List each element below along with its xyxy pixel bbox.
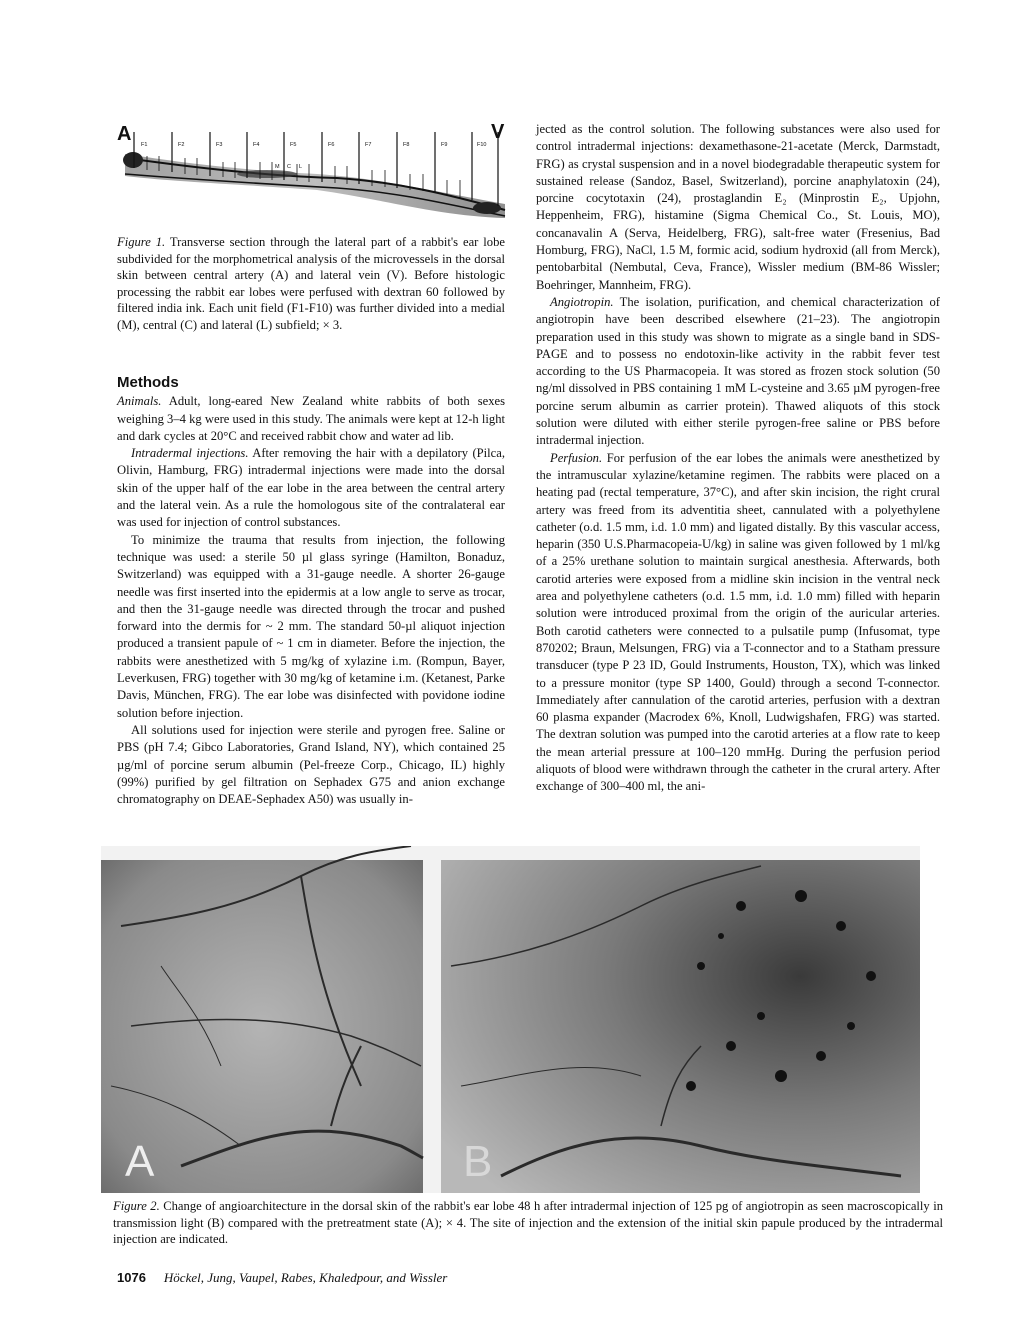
field-label: F5 [290, 142, 297, 148]
figure-2-label: Figure 2. [113, 1199, 160, 1213]
figure1-label-v: V [491, 121, 505, 143]
paragraph-text: For perfusion of the ear lobes the animals were anesthetized by the intramuscular xylazine/ketamine regimen. The rabbits were placed on a heating pad (rectal temperature, 37°C), and after skin incision, the right crural artery was freed from its adventitia sheet, cannulated with a polyethylene catheter (o.d. 1.5 mm, i.d. 1.0 mm) and ligated distally. By this vascular access, heparin (350 U.S.Pharmacopeia-U/kg) in saline was given followed by 1 ml/kg of a 25% urethane solution to maintain surgical anesthesia. Afterwards, both carotid arteries were exposed from a midline skin incision in the ventral neck area and polyethylene catheters (o.d. 1.5 mm, i.d. 1.0 mm) filled with heparin solution were introduced proximal from the origin of the auricular arteries. Both carotid catheters were connected to a pulsatile pump (Infusomat, type 870202; Braun, Melsungen, FRG) via a T-connector and to a Statham pressure transducer (type P 23 ID, Gould Instruments, Houston, TX), which was linked to a pressure monitor (type SP 1400, Gould) through a second T-connector. Immediately after cannulation of the carotid arteries, perfusion with a dextran 60 plasma expander (Macrodex 6%, Knoll, Ludwigshafen, FRG) was started. The dextran solution was pumped into the carotid arteries at a flow rate to keep the mean arterial pressure at 100–120 mmHg. During the perfusion period aliquots of blood were withdrawn through the catheter in the crural artery. After exchange of 300–400 ml, the ani- [536, 450, 940, 794]
left-column [117, 374, 505, 808]
figure-2-panels [101, 846, 920, 1193]
paragraph-intradermal [117, 445, 505, 531]
field-label: F1 [141, 142, 148, 148]
ear-section-diagram [117, 118, 509, 228]
page-footer [117, 1270, 447, 1286]
right-column [536, 121, 940, 796]
field-label: F9 [441, 142, 448, 148]
field-label: F2 [178, 142, 185, 148]
page-number: 1076 [117, 1270, 146, 1285]
figure-1-label: Figure 1. [117, 235, 166, 249]
paragraph-text: After removing the hair with a depilatory (Pilca, Olivin, Hamburg, FRG) intradermal injections were made into the dorsal skin of the upper half of the ear lobe in the area between the central artery and the lateral vein. As a rule the homologous site of the contralateral ear was used for injection of control substances. [117, 446, 505, 530]
paragraph-solutions: All solutions used for injection were sterile and pyrogen free. Saline or PBS (pH 7.4; Gibco Laboratories, Grand Island, NY), which contained 25 µg/ml of porcine serum albumin (Pel-freeze Corp., Chicago, IL) highly (99%) purified by gel filtration on Sephadex G75 and anion exchange chromatography on DEAE-Sephadex A50) was usually in- [117, 722, 505, 807]
field-label: F6 [328, 142, 335, 148]
paragraph-text: The isolation, purification, and chemical characterization of angiotropin have been described elsewhere (21–23). The angiotropin preparation used in this study was shown to migrate as a single band in SDS-PAGE and to possess no endotoxin-like activity in the rabbit fever test according to the US Pharmacopeia. It was stored as frozen stock solution (50 ng/ml dissolved in PBS containing 1 mM L-cysteine and 3.65 µM pyrogen-free porcine serum albumin as carrier protein). Thawed aliquots of this stock solution were diluted with either sterile pyrogen-free saline or PBS before intradermal injection. [536, 294, 940, 448]
subfield-label: M [275, 164, 280, 170]
paragraph-perfusion [536, 450, 940, 796]
paragraph-control-substances: jected as the control solution. The following substances were also used for control intradermal injections: dexamethasone-21-acetate (Merck, Darmstadt, FRG) as crystal suspension and in a novel biodegradable therapeutic system for sustained release (Sandoz, Basel, Switzerland), porcine anaphylatoxin (24), porcine cocytotaxin (24), prostaglandin E₂ (Minprostin E₂, Upjohn, Heppenheim, FRG), histamine (Sigma Chemical Co., St. Louis, MO), concanavalin A (Serva, Heidelberg, FRG), salt-free water (Fresenius, Bad Homburg, FRG), NaCl, 1.5 M, formic acid, sodium hydroxid (all from Merck), pentobarbital (Nembutal, Ceva, France), Wissler medium (BM-86 Wissler; Boehringer, Mannheim, FRG). [536, 122, 940, 292]
run-in-heading: Angiotropin. [550, 294, 614, 309]
photo-panel-a [101, 846, 423, 1193]
run-in-heading: Perfusion. [550, 450, 603, 465]
field-label: F4 [253, 142, 260, 148]
field-label: F10 [477, 142, 487, 148]
paragraph-animals [117, 393, 505, 445]
field-label: F8 [403, 142, 410, 148]
figure1-label-a: A [117, 123, 132, 145]
paragraph-angiotropin [536, 294, 940, 450]
run-in-heading: Intradermal injections. [131, 446, 249, 461]
figure-1-caption-text: Transverse section through the lateral part of a rabbit's ear lobe subdivided for the morphometrical analysis of the microvessels in the dorsal skin between central artery (A) and lateral vein (V). Before histologic processing the rabbit ear lobes were perfused with dextran 60 followed by filtered india ink. Each unit field (F1-F10) was further divided into a medial (M), central (C) and lateral (L) subfield; × 3. [117, 235, 505, 332]
field-label: F3 [216, 142, 223, 148]
subfield-label: C [287, 164, 291, 170]
figure-2-caption [113, 1198, 943, 1248]
panel-label-a: A [125, 1137, 155, 1186]
figure-1-caption [117, 234, 505, 333]
running-authors: Höckel, Jung, Vaupel, Rabes, Khaledpour, and Wissler [163, 1270, 448, 1285]
panel-label-b: B [463, 1137, 493, 1186]
figure-2-caption-text: Change of angioarchitecture in the dorsal skin of the rabbit's ear lobe 48 h after intradermal injection of 125 pg of angiotropin as seen macroscopically in transmission light (B) compared with the pretreatment state (A); × 4. The site of injection and the extension of the initial skin papule produced by the intradermal injection are indicated. [113, 1199, 944, 1246]
photo-panel-b [441, 860, 920, 1193]
figure-2 [101, 846, 920, 1193]
section-heading-methods: Methods [117, 374, 179, 391]
subfield-label: L [299, 164, 303, 170]
paragraph-text: Adult, long-eared New Zealand white rabbits of both sexes weighing 3–4 kg were used in this study. The animals were kept at 12-h light and dark cycles at 20°C and received rabbit chow and water ad lib. [117, 394, 505, 443]
paragraph-technique: To minimize the trauma that results from injection, the following technique was used: a sterile 50 µl glass syringe (Hamilton, Bonaduz, Switzerland) was equipped with a 31-gauge needle. A shorter 26-gauge needle was first inserted into the epidermis at a low angle to serve as trocar, and then the 31-gauge needle was directed through the trocar and pushed forward into the dermis for ~ 2 mm. The standard 50-µl aliquot injection produced a transient papule of ~ 1 cm in diameter. Before the injection, the rabbits were anesthetized with 5 mg/kg of xylazine i.m. (Rompun, Bayer, Leverkusen, FRG) together with 30 mg/kg of ketamine i.m. (Ketanest, Parke Davis, München, FRG). The ear lobe was disinfected with povidone iodine solution before injection. [117, 532, 505, 720]
figure-1 [117, 118, 509, 228]
field-label: F7 [365, 142, 372, 148]
run-in-heading: Animals. [117, 394, 162, 409]
